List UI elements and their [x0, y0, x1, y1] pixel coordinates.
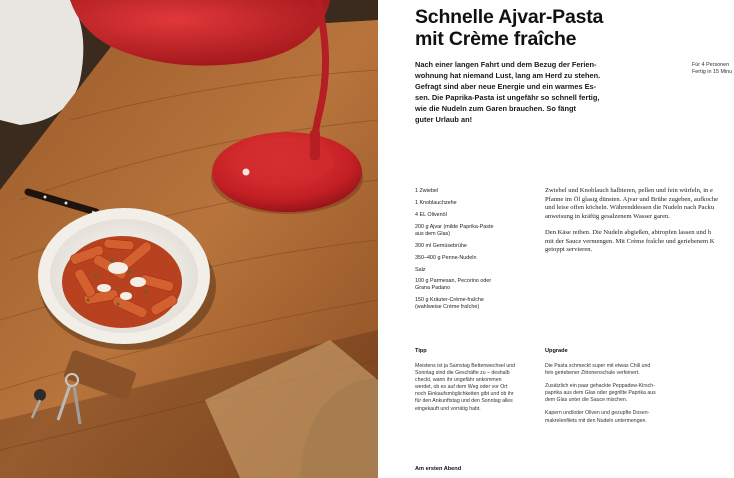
upgrade-paragraph [545, 383, 695, 404]
ingredient [415, 267, 515, 274]
tipp-line: eingekauft und vorrätig habt. [415, 405, 481, 412]
tipp-line: Meistens ist ja Samstag Bettenwechsel und [415, 363, 516, 369]
ingredient-text: Salz [415, 266, 426, 273]
ingredient [415, 212, 515, 219]
method-line: anweisung in kräftig gesalzenem Wasser garen. [545, 213, 670, 221]
ingredient-text: 4 EL Olivenöl [415, 211, 447, 218]
ingredient-text: 1 Zwiebel [415, 188, 439, 194]
ingredient [415, 243, 515, 250]
ingredient-text: 200 g Ajvar (milde Paprika-Paste [415, 223, 494, 230]
method-steps [545, 187, 734, 262]
upgrade-line: makrelenfilets mit den Nudeln untermengen. [545, 417, 647, 424]
ingredient-text: 1 Knoblauchzehe [415, 199, 457, 206]
recipe-title-line: Schnelle Ajvar-Pasta [415, 6, 604, 28]
method-line: Pfanne im Öl glasig dünsten. Ajvar und Brühe zugeben, aufkoche [545, 195, 719, 203]
method-line: Den Käse reiben. Die Nudeln abgießen, abtropfen lassen und h [545, 228, 712, 236]
ingredient-text: 350–400 g Penne-Nudeln [415, 254, 477, 261]
ingredient [415, 200, 515, 207]
ingredient [415, 297, 515, 310]
upgrade-paragraph [545, 410, 695, 424]
ingredient-text: aus dem Glas) [415, 230, 451, 237]
tipp-line: werdet, ob es auf dem Weg oder vor Ort [415, 384, 508, 391]
lamp-switch [243, 169, 250, 176]
upgrade-line: paprika aus dem Glas oder gegrillte Paprika aus [545, 390, 656, 397]
ingredient-list [415, 188, 515, 316]
upgrade-text [545, 363, 695, 431]
method-line: Zwiebel und Knoblauch halbieren, pellen und fein würfeln, in e [545, 187, 713, 194]
ingredient-text: 150 g Kräuter-Crème-fraîche [415, 297, 484, 304]
ingredient-text: (wahlweise Crème fraîche) [415, 303, 480, 310]
intro-line: guter Urlaub an! [415, 114, 473, 124]
upgrade-line: Die Pasta schmeckt super mit etwas Chili und [545, 363, 651, 369]
intro-line: sen. Die Paprika-Pasta ist ungefähr so schnell fertig, [415, 92, 600, 102]
upgrade-line: Zusätzlich ein paar gehackte Peppadew-Kirsch- [545, 383, 655, 390]
recipe-meta [692, 62, 734, 76]
servings: Für 4 Personen [692, 62, 730, 68]
method-line: mit der Sauce vermengen. Mit Crème fraîche und geriebenem K [545, 237, 715, 245]
footer-heading: Am ersten Abend [415, 466, 462, 472]
ingredient-text: 100 g Parmesan, Pecorino oder [415, 278, 492, 285]
recipe-title [415, 6, 695, 50]
method-line: getoppt servieren. [545, 246, 593, 254]
method-step [545, 229, 734, 255]
upgrade-line: dem Glas unter die Sauce mischen. [545, 397, 628, 404]
method-step [545, 187, 734, 222]
intro-line: Gefragt sind aber neue Energie und ein warmes Es- [415, 81, 597, 91]
ingredient-text: Grana Padano [415, 285, 451, 292]
tipp-line: Sonntag sind die Geschäfte zu – deshalb [415, 370, 510, 377]
ingredient-text: 300 ml Gemüsebrühe [415, 242, 467, 249]
intro-line: Nach einer langen Fahrt und dem Bezug der Ferien- [415, 60, 597, 69]
upgrade-heading: Upgrade [545, 348, 568, 354]
intro-line: wohnung hat niemand Lust, lang am Herd zu stehen. [415, 70, 601, 80]
recipe-title-line: mit Crème fraîche [415, 28, 577, 50]
recipe-intro [415, 60, 625, 125]
upgrade-line: fein geriebener Zitronenschale verfeinert. [545, 370, 640, 377]
ingredient [415, 255, 515, 262]
ingredient [415, 278, 515, 291]
method-line: und leise offen köcheln. Währenddessen die Nudeln nach Packu [545, 204, 715, 212]
tipp-line: checkt, wann ihr ungefähr ankommen [415, 377, 502, 384]
intro-line: wie die Nudeln zum Garen brauchen. So fängt [415, 103, 576, 113]
recipe-page [378, 0, 734, 478]
tipp-line: für den Ankunftstag und den Sonntag alles [415, 398, 513, 405]
tipp-heading: Tipp [415, 348, 427, 354]
tipp-line: noch Einkaufsmöglichkeiten gibt und ob ihr [415, 391, 514, 398]
upgrade-line: Kapern und/oder Oliven und gezupfte Dosen- [545, 410, 650, 417]
cooking-time: Fertig in 15 Minu [692, 69, 733, 76]
tipp-text [415, 363, 535, 413]
ingredient [415, 188, 515, 195]
ingredient [415, 224, 515, 237]
upgrade-paragraph [545, 363, 695, 377]
